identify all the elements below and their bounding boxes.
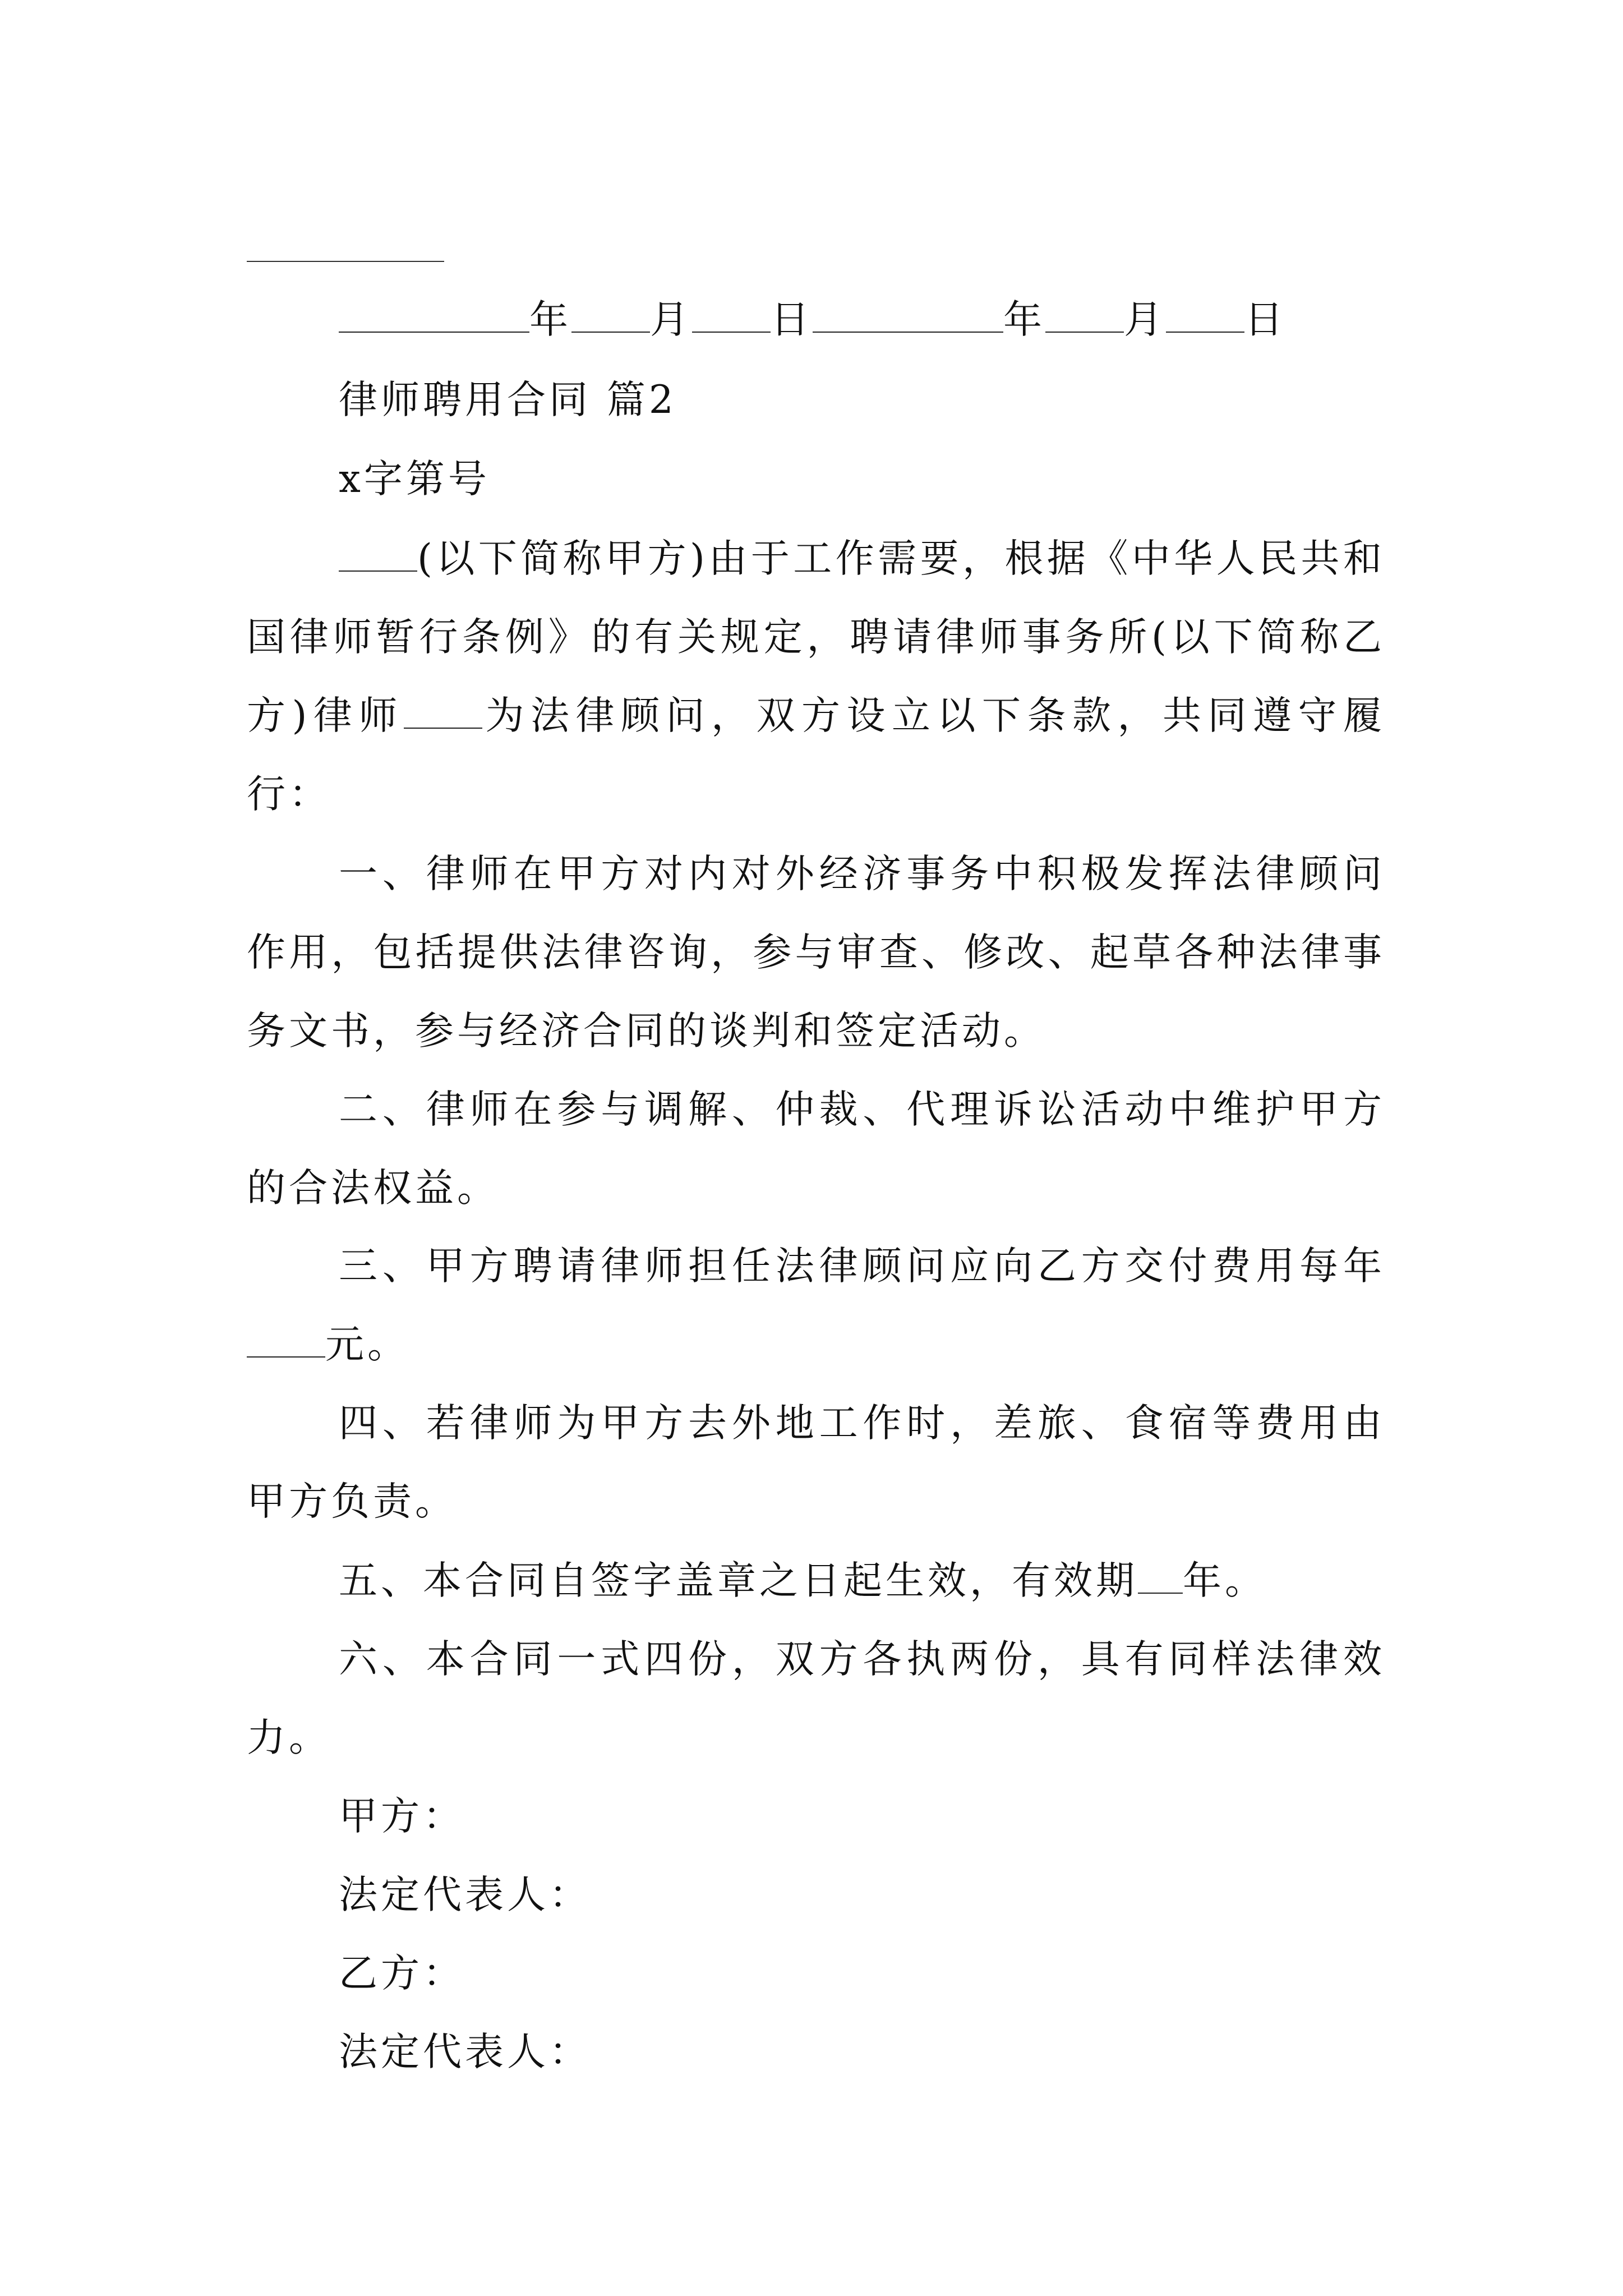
party-a-blank — [339, 536, 417, 572]
fee-blank — [247, 1322, 325, 1358]
blank-month-1 — [571, 297, 650, 333]
clause-5 — [247, 1542, 1385, 1620]
clause-4: 四、若律师为甲方去外地工作时，差旅、食宿等费用由甲方负责。 — [247, 1401, 1385, 1524]
month-label-2: 月 — [1124, 297, 1166, 342]
party-a-signature: 甲方： — [339, 1794, 465, 1839]
clause-3-text: 三、甲方聘请律师担任法律顾问应向乙方交付费用每年 — [339, 1244, 1385, 1289]
clause-6: 六、本合同一式四份，双方各执两份，具有同样法律效力。 — [247, 1637, 1385, 1760]
clause-1: 一、律师在甲方对内对外经济事务中积极发挥法律顾问作用，包括提供法律咨询，参与审查、修改、起草各种法律事务文书，参与经济合同的谈判和签定活动。 — [247, 852, 1385, 1053]
intro-text-2: 为法律顾问，双方设立以下条款，共同遵守履行： — [247, 693, 1386, 817]
lawyer-name-blank — [404, 693, 482, 729]
blank-month-2 — [1045, 297, 1124, 333]
day-label-1: 日 — [771, 297, 813, 342]
clause-5-suffix: 年。 — [1183, 1558, 1267, 1603]
blank-day-2 — [1166, 297, 1244, 333]
blank-day-1 — [692, 297, 771, 333]
party-b-representative: 法定代表人： — [339, 2030, 591, 2074]
year-label-2: 年 — [1003, 297, 1045, 342]
top-rule — [247, 261, 444, 262]
validity-blank — [1138, 1558, 1183, 1594]
blank-year-1 — [339, 297, 529, 333]
clause-5-text: 五、本合同自签字盖章之日起生效，有效期 — [339, 1558, 1138, 1603]
year-label-1: 年 — [529, 297, 571, 342]
clause-2: 二、律师在参与调解、仲裁、代理诉讼活动中维护甲方的合法权益。 — [247, 1087, 1385, 1211]
intro-paragraph — [247, 519, 1385, 834]
party-b-signature: 乙方： — [339, 1951, 465, 1996]
intro-text-1: (以下简称甲方)由于工作需要，根据《中华人民共和国律师暂行条例》的有关规定，聘请律师事务所(以下简称乙方)律师 — [247, 536, 1385, 738]
clause-3-suffix: 元。 — [325, 1322, 409, 1367]
day-label-2: 日 — [1244, 297, 1287, 342]
month-label-1: 月 — [650, 297, 692, 342]
date-line — [339, 280, 1385, 359]
document-title: 律师聘用合同 篇2 — [339, 378, 677, 422]
blank-year-2 — [813, 297, 1003, 333]
document-number: x字第号 — [339, 457, 490, 501]
clause-3 — [247, 1227, 1385, 1384]
party-a-representative: 法定代表人： — [339, 1872, 591, 1917]
